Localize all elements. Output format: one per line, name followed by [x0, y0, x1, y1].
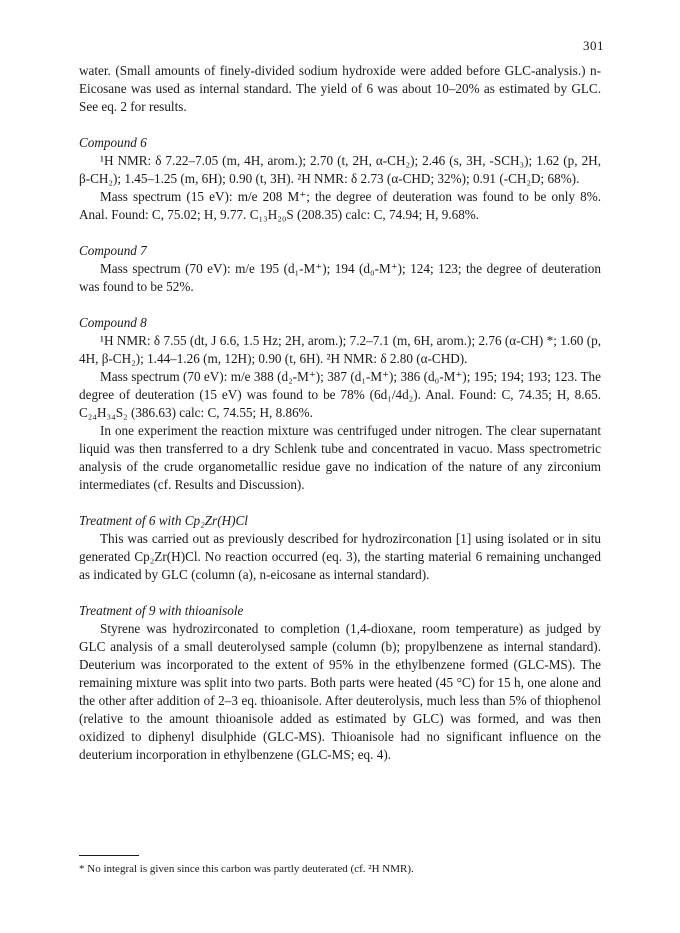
footnote: * No integral is given since this carbon was partly deuterated (cf. ²H NMR).: [79, 863, 414, 875]
section-compound-8: [79, 314, 601, 494]
section-treatment-6: [79, 512, 601, 584]
page-number: 301: [583, 38, 604, 53]
section-treatment-9: [79, 602, 601, 764]
mass-spectrum-paragraph: Mass spectrum (15 eV): m/e 208 M⁺; the degree of deuteration was found to be only 8%. Anal. Found: C, 75.02; H, 9.77. C₁₃H₂₀S (208.35) calc: C, 74.94; H, 9.68%.: [79, 189, 601, 222]
nmr-paragraph: ¹H NMR: δ 7.22–7.05 (m, 4H, arom.); 2.70 (t, 2H, α-CH₂); 2.46 (s, 3H, -SCH₃); 1.62 (p, 2H, β-CH₂); 1.45–1.25 (m, 6H); 0.90 (t, 3H). ²H NMR: δ 2.73 (α-CHD; 32%); 0.91 (-CH₂D; 68%).: [79, 153, 601, 186]
section-heading: Treatment of 6 with Cp₂Zr(H)Cl: [79, 513, 248, 528]
section-compound-6: [79, 134, 601, 224]
nmr-paragraph: ¹H NMR: δ 7.55 (dt, J 6.6, 1.5 Hz; 2H, arom.); 7.2–7.1 (m, 6H, arom.); 2.76 (α-CH) *; 1.60 (p, 4H, β-CH₂); 1.44–1.26 (m, 12H); 0.90 (t, 6H). ²H NMR: δ 2.80 (α-CHD).: [79, 333, 601, 366]
body-text: [79, 62, 601, 764]
section-compound-7: [79, 242, 601, 296]
section-heading: Compound 8: [79, 315, 147, 330]
section-heading: Compound 6: [79, 135, 147, 150]
intro-paragraph: water. (Small amounts of finely-divided sodium hydroxide were added before GLC-analysis.) n-Eicosane was used as internal standard. The yield of 6 was about 10–20% as estimated by GLC. See eq. 2 for results.: [79, 63, 601, 114]
section-heading: Compound 7: [79, 243, 147, 258]
mass-spectrum-paragraph: Mass spectrum (70 eV): m/e 195 (d₁-M⁺); 194 (d₀-M⁺); 124; 123; the degree of deuteration was found to be 52%.: [79, 261, 601, 294]
section-heading: Treatment of 9 with thioanisole: [79, 603, 244, 618]
procedure-paragraph: This was carried out as previously described for hydrozirconation [1] using isolated or in situ generated Cp₂Zr(H)Cl. No reaction occurred (eq. 3), the starting material 6 remaining unchanged as indicated by GLC (column (a), n-eicosane as internal standard).: [79, 531, 601, 582]
procedure-paragraph: Styrene was hydrozirconated to completion (1,4-dioxane, room temperature) as judged by GLC analysis of a small deuterolysed sample (column (b); propylbenzene as internal standard). Deuterium was incorporated to the extent of 95% in the ethylbenzene formed (GLC-MS). The remaining mixture was split into two parts. Both parts were heated (45 °C) for 15 h, one alone and the other after addition of 2–3 eq. thioanisole. After deuterolysis, much less than 5% of thiophenol (relative to the amount thioanisole added as estimated by GLC) was formed, and was then oxidized to diphenyl disulphide (GLC-MS). Thioanisole had no significant influence on the deuterium incorporation in ethylbenzene (GLC-MS; eq. 4).: [79, 621, 601, 762]
footnote-rule: [79, 855, 139, 856]
experiment-paragraph: In one experiment the reaction mixture was centrifuged under nitrogen. The clear supernatant liquid was then transferred to a dry Schlenk tube and concentrated in vacuo. Mass spectrometric analysis of the crude organometallic residue gave no indication of the nature of any zirconium intermediates (cf. Results and Discussion).: [79, 423, 601, 492]
mass-spectrum-paragraph: Mass spectrum (70 eV): m/e 388 (d₂-M⁺); 387 (d₁-M⁺); 386 (d₀-M⁺); 195; 194; 193; 123. The degree of deuteration (15 eV) was found to be 78% (6d₁/4d₂). Anal. Found: C, 74.35; H, 8.65. C₂₄H₃₄S₂ (386.63) calc: C, 74.55; H, 8.86%.: [79, 369, 601, 420]
